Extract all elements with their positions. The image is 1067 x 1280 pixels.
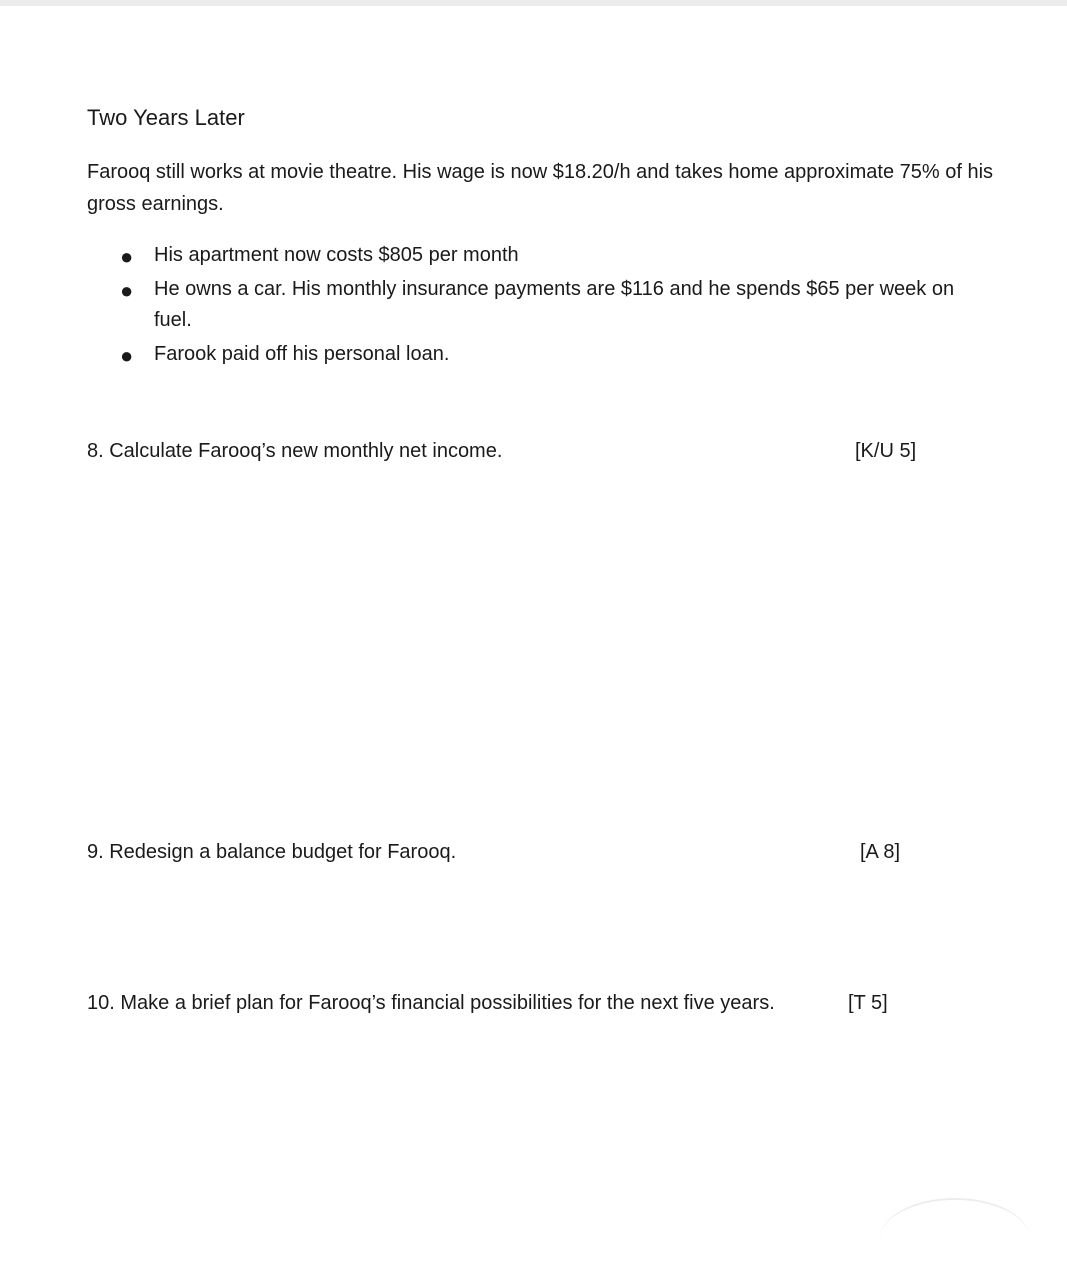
bullet-text: Farook paid off his personal loan. [154,343,450,365]
section-heading: Two Years Later [87,105,245,130]
bullet-icon: ● [120,343,134,368]
list-item [0,274,1000,336]
intro-paragraph: Farooq still works at movie theatre. His wage is now $18.20/h and takes home approximate 75% of his gross earnings. [87,161,994,215]
bullet-icon: ● [120,244,134,269]
bullet-text: His apartment now costs $805 per month [154,244,519,266]
question-8-marks: [K/U 5] [855,440,917,462]
question-8-text: 8. Calculate Farooq’s new monthly net income. [87,440,503,462]
question-9-text: 9. Redesign a balance budget for Farooq. [87,841,457,863]
bullet-text: He owns a car. His monthly insurance payments are $116 and he spends $65 per week on fuel. [154,278,955,331]
question-10-marks: [T 5] [848,992,888,1014]
bullet-list [0,240,1000,373]
list-item [0,240,1000,271]
bullet-icon: ● [120,278,134,303]
question-10-text: 10. Make a brief plan for Farooq’s financial possibilities for the next five years. [87,992,775,1014]
question-9-marks: [A 8] [860,841,901,863]
page-corner-decoration [880,1198,1030,1280]
list-item [0,339,1000,370]
